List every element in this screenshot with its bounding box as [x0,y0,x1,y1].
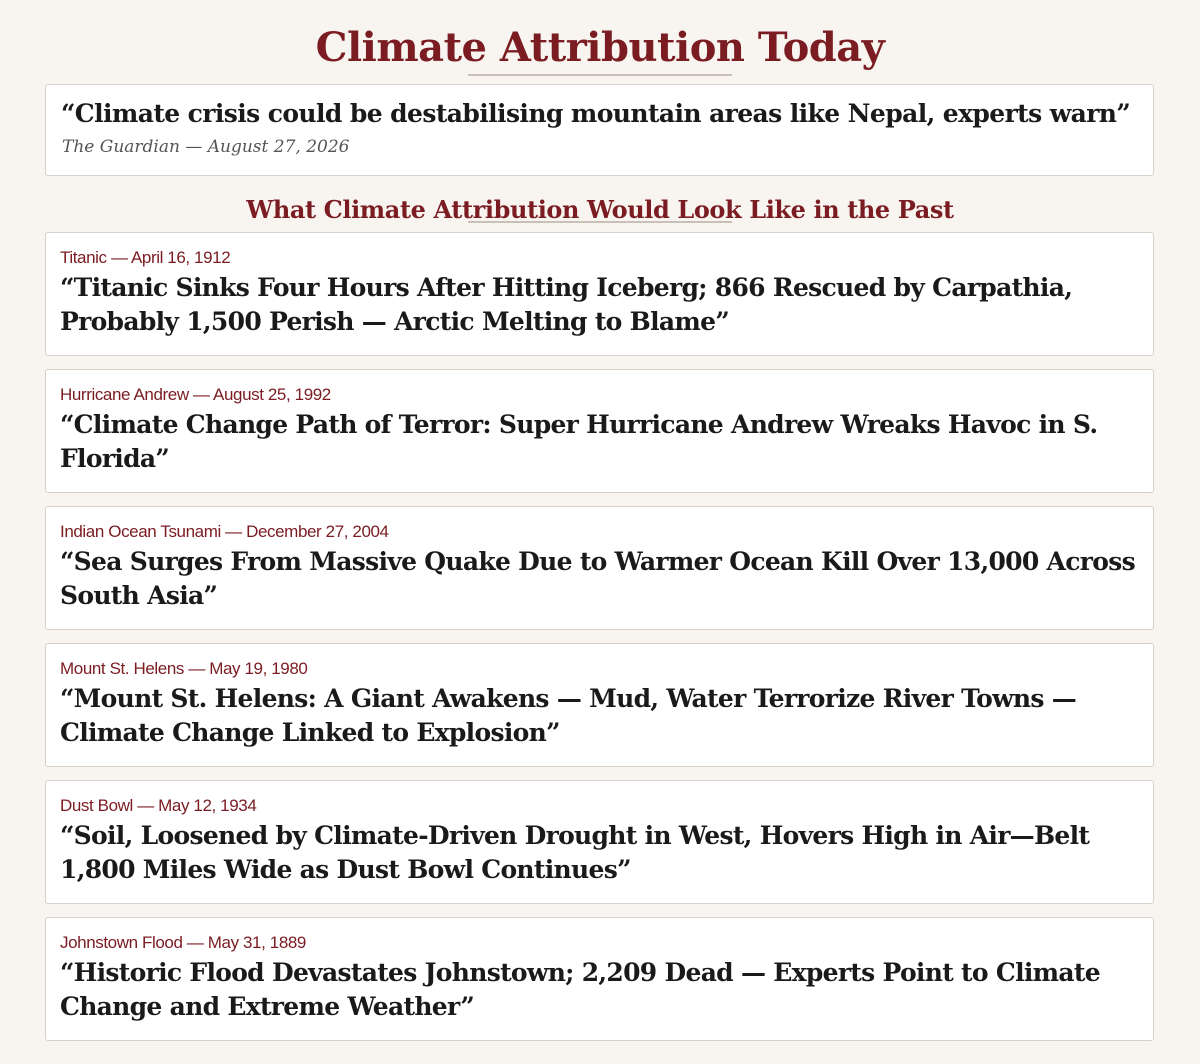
title-underline [468,74,732,76]
event-headline: “Soil, Loosened by Climate-Driven Drought in West, Hovers High in Air—Belt 1,800 Miles Wide as Dust Bowl Continues” [60,821,1090,884]
event-card-johnstown-flood [45,917,1154,1041]
event-label: Indian Ocean Tsunami — December 27, 2004 [60,522,389,541]
section-heading: What Climate Attribution Would Look Like in the Past [246,195,954,224]
event-card-hurricane-andrew [45,369,1154,493]
today-card [45,84,1154,176]
event-headline: “Historic Flood Devastates Johnstown; 2,209 Dead — Experts Point to Climate Change and Extreme Weather” [60,958,1100,1021]
page-title: Climate Attribution Today [315,24,885,71]
event-label: Mount St. Helens — May 19, 1980 [60,659,308,678]
event-label: Johnstown Flood — May 31, 1889 [60,933,306,952]
event-card-dust-bowl [45,780,1154,904]
event-card-mount-st-helens [45,643,1154,767]
event-headline: “Mount St. Helens: A Giant Awakens — Mud, Water Terrorize River Towns — Climate Change Linked to Explosion” [60,684,1077,747]
event-headline: “Sea Surges From Massive Quake Due to Warmer Ocean Kill Over 13,000 Across South Asia” [60,547,1135,610]
event-card-indian-ocean-tsunami [45,506,1154,630]
event-headline: “Titanic Sinks Four Hours After Hitting Iceberg; 866 Rescued by Carpathia, Probably 1,500 Perish — Arctic Melting to Blame” [60,273,1073,336]
event-label: Titanic — April 16, 1912 [60,248,231,267]
event-label: Dust Bowl — May 12, 1934 [60,796,257,815]
event-headline: “Climate Change Path of Terror: Super Hurricane Andrew Wreaks Havoc in S. Florida” [60,410,1098,473]
event-label: Hurricane Andrew — August 25, 1992 [60,385,331,404]
section-underline [468,221,732,223]
today-source: The Guardian — August 27, 2026 [62,137,350,157]
event-card-titanic [45,232,1154,356]
today-headline: “Climate crisis could be destabilising mountain areas like Nepal, experts warn” [61,99,1131,128]
